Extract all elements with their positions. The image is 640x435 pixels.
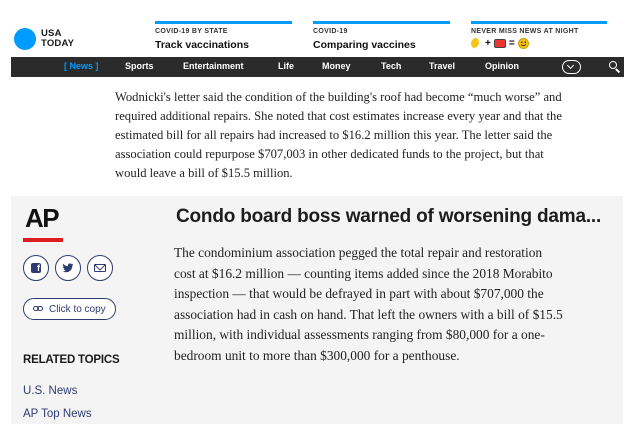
promo-accent-bar — [471, 21, 607, 24]
promo-headline[interactable]: Track vaccinations — [155, 39, 249, 51]
emoji-equation[interactable] — [471, 38, 529, 49]
promo-kicker: COVID-19 — [313, 28, 348, 35]
twitter-icon — [62, 262, 74, 274]
related-topics-title: RELATED TOPICS — [23, 354, 120, 366]
brand-line-1: USA — [41, 28, 62, 39]
nav-item-news[interactable]: [ News ] — [64, 61, 99, 71]
promo-newsletter[interactable] — [471, 21, 607, 55]
click-to-copy-button[interactable] — [23, 298, 116, 320]
promo-kicker: NEVER MISS NEWS AT NIGHT — [471, 28, 579, 35]
ap-logo-underline — [23, 238, 63, 242]
copy-label: Click to copy — [49, 304, 106, 315]
nav-item-sports[interactable]: Sports — [125, 61, 154, 71]
nav-item-entertainment[interactable]: Entertainment — [183, 61, 244, 71]
facebook-share-button[interactable] — [23, 255, 49, 281]
promo-kicker: COVID-19 BY STATE — [155, 28, 228, 35]
search-icon[interactable] — [609, 61, 621, 73]
nav-item-life[interactable]: Life — [278, 61, 295, 71]
facebook-icon: f — [31, 263, 41, 273]
main-nav — [11, 57, 624, 77]
nav-item-tech[interactable]: Tech — [381, 61, 402, 71]
ap-excerpt-panel — [11, 196, 623, 424]
brand-wordmark[interactable] — [41, 29, 74, 49]
email-icon — [94, 264, 106, 272]
equals-sign: = — [508, 38, 515, 49]
chevron-down-icon[interactable] — [562, 60, 581, 74]
promo-comparing-vaccines[interactable] — [313, 21, 450, 55]
promo-accent-bar — [155, 21, 292, 24]
nav-item-money[interactable]: Money — [322, 61, 351, 71]
related-link-ap-top-news[interactable]: AP Top News — [23, 408, 92, 420]
nav-item-travel[interactable]: Travel — [429, 61, 456, 71]
promo-track-vaccinations[interactable] — [155, 21, 292, 55]
smile-icon — [518, 38, 529, 49]
plus-sign: + — [485, 38, 491, 49]
twitter-share-button[interactable] — [55, 255, 81, 281]
share-buttons — [23, 255, 113, 281]
email-share-button[interactable] — [87, 255, 113, 281]
promo-accent-bar — [313, 21, 450, 24]
link-icon — [33, 305, 43, 313]
usa-today-logo-icon[interactable] — [14, 28, 36, 50]
ap-logo[interactable]: AP — [25, 203, 59, 233]
promo-headline[interactable]: Comparing vaccines — [313, 39, 416, 51]
nav-item-opinion[interactable]: Opinion — [485, 61, 519, 71]
site-header — [0, 0, 640, 57]
related-link-us-news[interactable]: U.S. News — [23, 385, 78, 397]
moon-icon — [471, 38, 482, 49]
ap-headline[interactable]: Condo board boss warned of worsening dama... — [176, 206, 602, 227]
tv-icon — [494, 39, 506, 48]
article-paragraph: Wodnicki's letter said the condition of the building's roof had become “much worse” and required additional repairs. She noted that cost estimates increase every year and that the estimated bill for all repairs had increased to $16.2 million this year. The letter said the association could repurpose $707,003 in other dedicated funds to the project, but that would leave a bill of $15.5 million. — [115, 90, 562, 180]
ap-body-text: The condominium association pegged the total repair and restoration cost at $16.2 million — counting items added since the 2018 Morabito inspection — that would be defrayed in part with about $707,000 the association had in cash on hand. That left the owners with a bill of $15.5 million, with individual assessments ranging from $80,000 for a one-bedroom unit to more than $300,000 for a penthouse. — [174, 245, 563, 363]
brand-line-2: TODAY — [41, 38, 75, 49]
